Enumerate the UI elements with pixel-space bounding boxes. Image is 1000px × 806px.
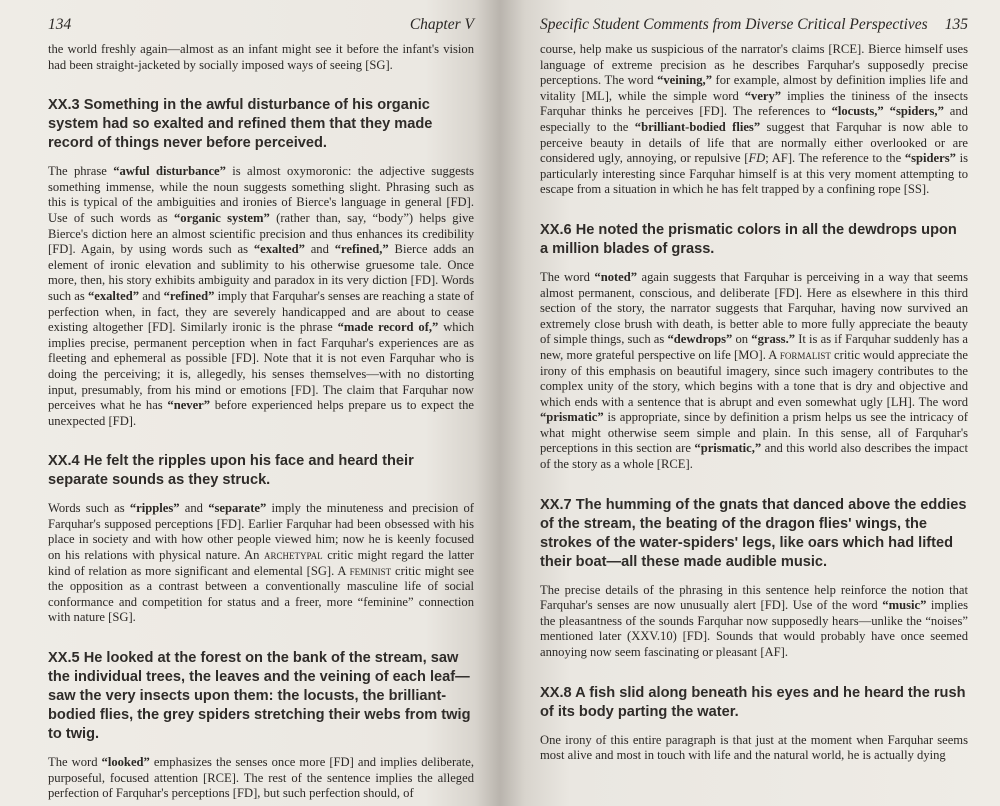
section-id: XX.7 xyxy=(540,496,572,513)
section-paragraph: The word “looked” emphasizes the senses once more [FD] and implies deliberate, purposeful, focused attention [RCE]. The rest of the sentence implies the alleged perfection of Farquhar's perceptions [FD], but such perfection should, of xyxy=(48,755,474,801)
critical-approach-term: feminist xyxy=(349,563,392,578)
emphasis-term: “veining,” xyxy=(657,73,712,88)
emphasis-term: “noted” xyxy=(594,269,638,284)
emphasis-term: “prismatic” xyxy=(540,410,604,425)
section-heading-text: A fish slid along beneath his eyes and he heard the rush of its body parting the water. xyxy=(540,684,966,720)
emphasis-term: “never” xyxy=(167,398,211,413)
running-head xyxy=(48,14,474,42)
section-id: XX.4 xyxy=(48,453,80,470)
section-id: XX.3 xyxy=(48,97,80,114)
emphasis-term: “looked” xyxy=(101,755,150,770)
section-heading-text: He felt the ripples upon his face and heard their separate sounds as they struck. xyxy=(48,453,414,489)
emphasis-term: “grass.” xyxy=(751,332,796,347)
emphasis-term: “spiders,” xyxy=(889,104,944,119)
section-paragraph: Words such as “ripples” and “separate” imply the minuteness and precision of Farquhar's supposed perceptions [FD]. Earlier Farquhar had been obsessed with his place in society and with how other people viewed him; now he is keenly focused on his relations with physical nature. An archetypal critic might regard the latter kind of relation as more significant and elemental [SG]. A feminist critic might see the opposition as a contrast between a conventionally masculine life of social conformance and competition for status and a freer, more “feminine” connection with nature [SG]. xyxy=(48,501,474,625)
emphasis-term: “brilliant-bodied flies” xyxy=(634,119,761,134)
running-head-title: Specific Student Comments from Diverse Critical Perspectives xyxy=(540,16,928,33)
section-id: XX.8 xyxy=(540,684,572,701)
emphasis-term: “awful disturbance” xyxy=(113,164,226,179)
emphasis-term: “refined,” xyxy=(334,242,389,257)
emphasis-term: “exalted” xyxy=(87,288,140,303)
section-heading-text: Something in the awful disturbance of his organic system had so exalted and refined them that they made record of things never before perceived. xyxy=(48,97,433,152)
section-paragraph: The phrase “awful disturbance” is almost oxymoronic: the adjective suggests something immense, while the noun suggests something slight. Phrasing such as this is typical of the ambiguities and ironies of Bierce's language in general [FD]. Use of such words as “organic system” (rather than, say, “body”) helps give Bierce's diction here an almost scientific precision and thus enhances its credibility [FD]. Again, by using words such as “exalted” and “refined,” Bierce adds an element of ironic elevation and sublimity to his otherwise gruesome tale. Once more, then, his story exhibits ambiguity and paradox in its very diction [FD]. Words such as “exalted” and “refined” imply that Farquhar's senses are reaching a state of perfection when, in fact, they are severely handicapped and are about to cease existing altogether [FD]. Similarly ironic is the phrase “made record of,” which implies precise, permanent perception when in fact Farquhar's experiences are as fleeting and ephemeral as possible [FD]. Note that it is not even Farquhar who is doing the perceiving; it is, allegedly, his senses themselves—with no distorting input, presumably, from his mind or emotions [FD]. The claim that Farquhar now perceives what he has “never” before experienced helps prepare us to expect the unexpected [FD]. xyxy=(48,164,475,428)
critical-approach-term: archetypal xyxy=(264,548,323,563)
section-heading-text: He looked at the forest on the bank of the stream, saw the individual trees, the leaves and the veining of each leaf—saw the very insects upon them: the locusts, the brilliant-bodied flies, the grey spiders stretching their webs from twig to twig. xyxy=(48,650,471,743)
section-heading xyxy=(540,684,968,722)
running-head xyxy=(540,14,968,42)
emphasis-term: “refined” xyxy=(163,288,215,303)
emphasis-term: “music” xyxy=(882,598,927,613)
emphasis-term: “very” xyxy=(744,88,782,103)
critical-approach-term: formalist xyxy=(779,347,831,362)
section-paragraph: The precise details of the phrasing in this sentence help reinforce the notion that Farquhar's senses are now unusually alert [FD]. Use of the word “music” implies the pleasantness of the sounds Farquhar now supposedly hears—unlike the “noises” mentioned later (XXV.10) [FD]. Sounds that would probably have once seemed annoying now seem fascinating or pleasant [AF]. xyxy=(540,582,968,660)
right-page xyxy=(500,0,1000,806)
running-head-title: Chapter V xyxy=(409,16,474,33)
opening-paragraph: the world freshly again—almost as an infant might see it before the infant's vision had been straight-jacketed by socially imposed ways of seeing [SG]. xyxy=(48,42,474,72)
section-id: XX.6 xyxy=(540,221,572,238)
emphasis-term: “dewdrops” xyxy=(667,332,733,347)
emphasis-term: “made record of,” xyxy=(337,320,439,335)
page-number: 134 xyxy=(48,16,72,33)
emphasis-term: “exalted” xyxy=(253,242,305,257)
section-id: XX.5 xyxy=(48,650,80,667)
emphasis-term: “ripples” xyxy=(129,501,180,516)
emphasis-term: “separate” xyxy=(208,501,267,516)
emphasis-term: “locusts,” xyxy=(831,104,884,119)
page-number: 135 xyxy=(944,16,968,33)
section-paragraph: The word “noted” again suggests that Farquhar is perceiving in a way that seems almost permanent, conscious, and deliberate [FD]. Here as elsewhere in this third section of the story, the narrator suggests that Farquhar, having now survived an extremely close brush with death, is better able to more fully appreciate the beauty of simple things, such as “dewdrops” on “grass.” It is as if Farquhar suddenly has a new, more grateful perspective on life [MO]. A formalist critic would appreciate the irony of this emphasis on beautiful imagery, since such imagery contributes to the complex unity of the story, which begins with a tone that is dry and objective and which ends with a sentence that is abrupt and even somewhat ugly [LH]. The word “prismatic” is appropriate, since by definition a prism helps us see the intricacy of what might otherwise seem simple and plain. In this sense, all of Farquhar's perceptions in this section are “prismatic,” and this world also describes the impact of the story as a whole [RCE]. xyxy=(540,269,969,472)
emphasis-term: “prismatic,” xyxy=(694,441,762,456)
emphasis-term: “organic system” xyxy=(173,210,270,225)
section-heading-text: The humming of the gnats that danced above the eddies of the stream, the beating of the dragon flies' wings, the strokes of the water-spiders' legs, like oars which had lifted their boat—all these made audible music. xyxy=(540,496,967,570)
section-heading xyxy=(540,496,968,572)
opening-paragraph: course, help make us suspicious of the narrator's claims [RCE]. Bierce himself uses language of extreme precision as he describes Farquhar's supposedly precise perceptions. The word “veining,” for example, almost by definition implies life and vitality [ML], while the simple word “very” implies the tininess of the insects Farquhar thinks he perceives [FD]. The references to “locusts,” “spiders,” and especially to the “brilliant-bodied flies” suggest that Farquhar is now able to perceive beauty in details of life that are normally either overlooked or are considered ugly, annoying, or repulsive [FD; AF]. The reference to the “spiders” is particularly interesting since Farquhar himself is at this very moment attempting to escape from a situation in which he has felt trapped by a confining rope [SS]. xyxy=(540,42,968,197)
section-heading xyxy=(48,649,474,744)
section-heading xyxy=(48,96,474,153)
section-paragraph: One irony of this entire paragraph is that just at the moment when Farquhar seems most alive and most in touch with life and the natural world, he is actually dying xyxy=(540,732,968,763)
section-heading-text: He noted the prismatic colors in all the dewdrops upon a million blades of grass. xyxy=(540,221,957,257)
section-heading xyxy=(48,452,474,490)
italic-text: FD xyxy=(748,151,766,166)
emphasis-term: “spiders” xyxy=(904,151,956,166)
section-heading xyxy=(540,221,968,259)
